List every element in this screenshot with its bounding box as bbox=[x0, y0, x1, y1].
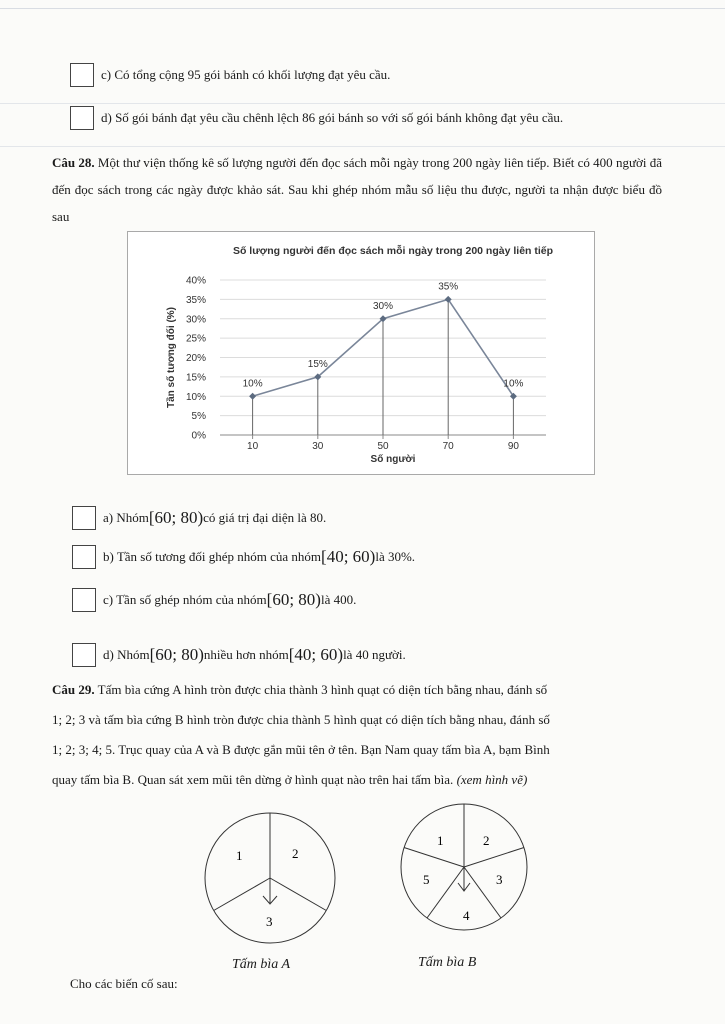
q27-option-d bbox=[70, 106, 563, 130]
data-label: 35% bbox=[438, 281, 459, 293]
x-tick-label: 90 bbox=[507, 441, 519, 452]
data-label: 15% bbox=[307, 358, 328, 370]
sector-divider bbox=[214, 878, 270, 911]
y-tick-label: 0% bbox=[191, 430, 206, 442]
y-axis-label: Tần số tương đối (%) bbox=[166, 306, 177, 409]
interval: [60; 80) bbox=[149, 645, 204, 664]
q28-option-c-prefix: c) Tần số ghép nhóm của nhóm bbox=[103, 592, 267, 607]
q29-line-4-text: quay tấm bìa B. Quan sát xem mũi tên dừng ở hình quạt nào trên hai tấm bìa. bbox=[52, 772, 454, 787]
disk-b-caption: Tấm bìa B bbox=[418, 955, 477, 970]
data-label: 10% bbox=[242, 378, 263, 390]
scan-band bbox=[0, 146, 725, 147]
q29-line-1-text: Tấm bìa cứng A hình tròn được chia thành 3 hình quạt có diện tích bằng nhau, đánh số bbox=[97, 682, 548, 697]
x-tick-label: 70 bbox=[442, 441, 454, 452]
q28-label: Câu 28. bbox=[52, 155, 95, 170]
disk-b bbox=[397, 800, 531, 934]
q28-option-d-suffix: là 40 người. bbox=[343, 647, 406, 662]
disk-b-sector-2: 2 bbox=[483, 833, 490, 848]
checkbox[interactable] bbox=[70, 63, 94, 87]
sector-divider bbox=[427, 867, 464, 918]
x-axis-label: Số người bbox=[370, 454, 416, 465]
interval: [40; 60) bbox=[288, 645, 344, 664]
q27-option-d-text: d) Số gói bánh đạt yêu cầu chênh lệch 86 gói bánh so với số gói bánh không đạt yêu cầu. bbox=[101, 110, 564, 125]
q28-body: Một thư viện thống kê số lượng người đến đọc sách mỗi ngày trong 200 ngày liên tiếp. Biết có 400 người đã đến đọc sách trong các ngày được khảo sát. Sau khi ghép nhóm mẫu số liệu thu được, người ta nhận được biểu đồ sau bbox=[52, 155, 662, 224]
interval: [40; 60) bbox=[321, 547, 376, 566]
q29-note: (xem hình vẽ) bbox=[456, 772, 528, 787]
y-tick-label: 25% bbox=[185, 333, 206, 345]
top-rule bbox=[0, 8, 725, 9]
y-tick-label: 35% bbox=[185, 294, 206, 306]
y-tick-label: 5% bbox=[191, 411, 206, 423]
x-tick-label: 50 bbox=[377, 441, 389, 452]
data-label: 10% bbox=[503, 378, 524, 390]
q28-option-c-suffix: là 400. bbox=[320, 592, 357, 607]
q29-text bbox=[52, 675, 662, 795]
y-tick-label: 40% bbox=[185, 275, 206, 287]
sector-divider bbox=[404, 848, 464, 868]
y-tick-label: 15% bbox=[185, 372, 206, 384]
checkbox[interactable] bbox=[72, 588, 96, 612]
disk-b-sector-1: 1 bbox=[437, 833, 444, 848]
y-tick-label: 30% bbox=[185, 314, 206, 326]
data-label: 30% bbox=[372, 300, 394, 312]
interval: [60; 80) bbox=[148, 508, 204, 527]
q29-line-4 bbox=[52, 765, 662, 795]
disk-b-sector-3: 3 bbox=[496, 872, 503, 887]
y-tick-label: 10% bbox=[185, 391, 206, 403]
q28-option-d-prefix: d) Nhóm bbox=[103, 647, 150, 662]
chart-canvas bbox=[128, 232, 594, 474]
disk-a bbox=[200, 808, 340, 948]
closing-text: Cho các biến cố sau: bbox=[70, 976, 178, 991]
q28-option-d bbox=[72, 643, 406, 667]
checkbox[interactable] bbox=[72, 545, 96, 569]
q27-option-c bbox=[70, 63, 390, 87]
sector-divider bbox=[270, 878, 326, 911]
data-point bbox=[249, 393, 256, 400]
y-tick-label: 20% bbox=[185, 353, 206, 364]
sector-divider bbox=[464, 848, 524, 868]
checkbox[interactable] bbox=[72, 506, 96, 530]
disk-a-sector-3: 3 bbox=[266, 914, 273, 929]
q28-text bbox=[52, 149, 662, 230]
scan-band bbox=[0, 103, 725, 104]
q29-line-3: 1; 2; 3; 4; 5. Trục quay của A và B được gắn mũi tên ở tên. Bạn Nam quay tấm bìa A, bạm Bình bbox=[52, 742, 550, 757]
q28-option-b-suffix: là 30%. bbox=[375, 549, 416, 564]
line-chart bbox=[127, 231, 595, 475]
disk-a-caption: Tấm bìa A bbox=[232, 957, 291, 972]
interval: [60; 80) bbox=[266, 590, 321, 609]
q28-option-c bbox=[72, 588, 356, 612]
q28-option-a-suffix: có giá trị đại diện là 80. bbox=[203, 510, 327, 525]
disk-a-sector-2: 2 bbox=[292, 846, 299, 861]
q28-option-b-prefix: b) Tần số tương đối ghép nhóm của nhóm bbox=[103, 549, 322, 564]
checkbox[interactable] bbox=[70, 106, 94, 130]
checkbox[interactable] bbox=[72, 643, 96, 667]
x-tick-label: 30 bbox=[312, 441, 324, 452]
chart-title: Số lượng người đến đọc sách mỗi ngày trong 200 ngày liên tiếp bbox=[232, 245, 554, 257]
q28-option-d-middle: nhiều hơn nhóm bbox=[203, 647, 289, 662]
q28-option-a bbox=[72, 506, 326, 530]
q27-option-c-text: c) Có tổng cộng 95 gói bánh có khối lượng đạt yêu cầu. bbox=[101, 67, 391, 82]
q29-label: Câu 29. bbox=[52, 682, 95, 697]
x-tick-label: 10 bbox=[247, 441, 259, 452]
disk-b-sector-5: 5 bbox=[423, 872, 430, 887]
q28-option-b bbox=[72, 545, 415, 569]
disk-a-sector-1: 1 bbox=[236, 848, 243, 863]
q28-option-a-prefix: a) Nhóm bbox=[103, 510, 149, 525]
disk-b-sector-4: 4 bbox=[463, 908, 470, 923]
q29-line-1 bbox=[52, 675, 662, 705]
q29-line-2: 1; 2; 3 và tấm bìa cứng B hình tròn được chia thành 5 hình quạt có diện tích bằng nhau, đánh số bbox=[52, 712, 550, 727]
